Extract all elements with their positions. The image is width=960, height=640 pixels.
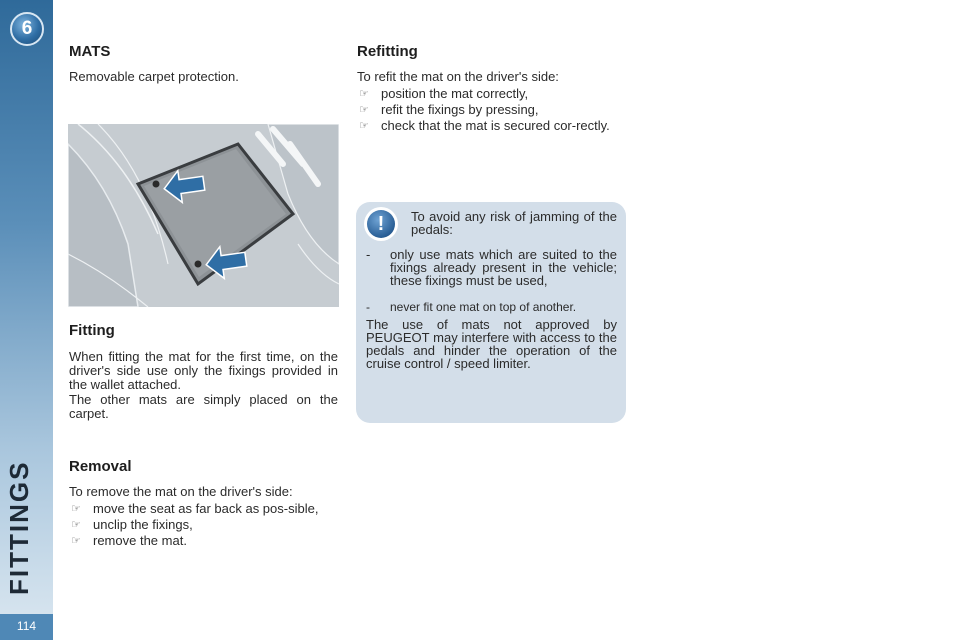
mats-heading: MATS [69,43,111,60]
mat-illustration [68,124,339,307]
page-number: 114 [16,619,37,633]
chapter-badge [10,12,44,46]
warning-item-text: only use mats which are suited to the fixings already present in the vehicle; these fixings must be used, [390,247,617,288]
refitting-heading: Refitting [357,43,418,60]
removal-intro: To remove the mat on the driver's side: [69,484,293,499]
removal-heading: Removal [69,458,132,475]
dash-marker: - [366,300,370,314]
pointing-hand-icon: ☞ [359,120,369,132]
fitting-paragraph-2: The other mats are simply placed on the carpet. [69,392,338,421]
list-item: ☞ remove the mat. [71,533,187,548]
pointing-hand-icon: ☞ [71,519,81,531]
chapter-title: FITTINGS [4,460,34,595]
list-item: ☞ position the mat correctly, [359,86,529,101]
fitting-paragraph-1: When fitting the mat for the first time, on the driver's side use only the fixings provided in the wallet attached. [69,349,338,392]
pointing-hand-icon: ☞ [359,104,369,116]
list-item: ☞ unclip the fixings, [71,517,193,532]
refitting-steps [357,87,627,135]
refitting-intro: To refit the mat on the driver's side: [357,69,559,84]
dash-marker: - [366,247,371,262]
list-item: ☞ check that the mat is secured cor-rectly. [359,118,610,133]
list-item: ☞ refit the fixings by pressing, [359,102,539,117]
removal-steps [69,502,338,550]
pointing-hand-icon: ☞ [71,503,81,515]
warning-item-text: never fit one mat on top of another. [390,300,577,314]
pointing-hand-icon: ☞ [359,88,369,100]
chapter-number: 6 [21,18,33,39]
warning-intro: To avoid any risk of jamming of the pedals: [411,209,617,237]
warning-note: The use of mats not approved by PEUGEOT may interfere with access to the pedals and hinder the operation of the cruise control / speed limiter. [366,317,617,371]
arrow-left-icon [68,124,339,307]
exclamation-icon [364,207,398,241]
mats-intro: Removable carpet protection. [69,69,239,84]
fitting-heading: Fitting [69,322,115,339]
warning-item [366,301,617,314]
warning-item [366,248,617,287]
list-item: ☞ move the seat as far back as pos-sible, [71,501,319,516]
pointing-hand-icon: ☞ [71,535,81,547]
exclamation-icon-inner: ! [367,210,395,238]
